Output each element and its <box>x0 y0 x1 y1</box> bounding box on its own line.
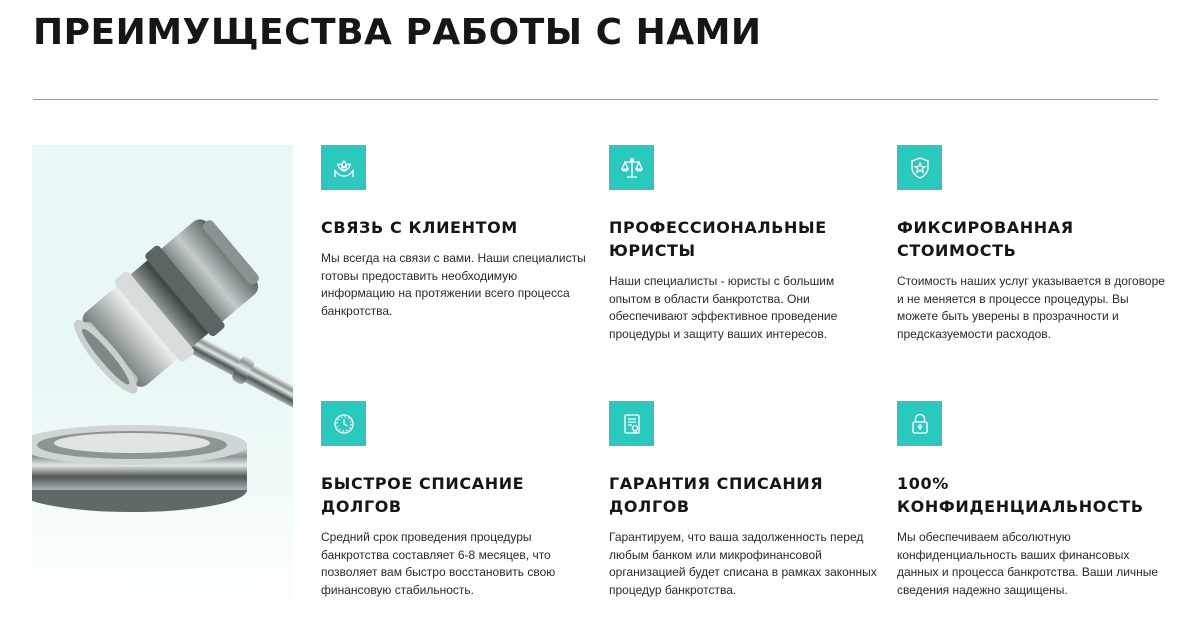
feature-text: Гарантируем, что ваша задолженность перед любым банком или микрофинансовой организацией будет списана в рамках законных процедур банкротства. <box>609 530 877 597</box>
feature-confidentiality <box>897 401 1167 599</box>
page-title: ПРЕИМУЩЕСТВА РАБОТЫ С НАМИ <box>33 12 762 53</box>
feature-text: Наши специалисты - юристы с большим опытом в области банкротства. Они обеспечивают эффективное проведение процедуры и защиту ваших интересов. <box>609 274 838 341</box>
feature-title: ПРОФЕССИОНАЛЬНЫЕ ЮРИСТЫ <box>609 218 827 260</box>
shield-star-icon <box>897 145 942 190</box>
feature-title: ГАРАНТИЯ СПИСАНИЯ ДОЛГОВ <box>609 474 824 516</box>
feature-text: Стоимость наших услуг указывается в договоре и не меняется в процессе процедуры. Вы можете быть уверены в прозрачности и предсказуемости расходов. <box>897 274 1165 341</box>
feature-professional-lawyers <box>609 145 879 343</box>
feature-text: Мы всегда на связи с вами. Наши специалисты готовы предоставить необходимую информацию на протяжении всего процесса банкротства. <box>321 251 586 318</box>
feature-fixed-price <box>897 145 1167 343</box>
clock-icon <box>321 401 366 446</box>
lock-icon <box>897 401 942 446</box>
feature-client-contact <box>321 145 591 320</box>
feature-title: 100% КОНФИДЕНЦИАЛЬНОСТЬ <box>897 474 1144 516</box>
feature-fast-debt-relief <box>321 401 591 599</box>
document-icon <box>609 401 654 446</box>
lotus-hands-icon <box>321 145 366 190</box>
feature-title: ФИКСИРОВАННАЯ СТОИМОСТЬ <box>897 218 1074 260</box>
feature-debt-guarantee <box>609 401 879 599</box>
feature-text: Мы обеспечиваем абсолютную конфиденциальность ваших финансовых данных и процесса банкротства. Ваши личные сведения надежно защищены. <box>897 530 1159 597</box>
gavel-image <box>32 145 293 629</box>
feature-text: Средний срок проведения процедуры банкротства составляет 6-8 месяцев, что позволяет вам быстро восстановить свою финансовую стабильность. <box>321 530 556 597</box>
feature-title: БЫСТРОЕ СПИСАНИЕ ДОЛГОВ <box>321 474 525 516</box>
title-divider <box>33 99 1158 100</box>
scales-icon <box>609 145 654 190</box>
feature-title: СВЯЗЬ С КЛИЕНТОМ <box>321 218 518 237</box>
